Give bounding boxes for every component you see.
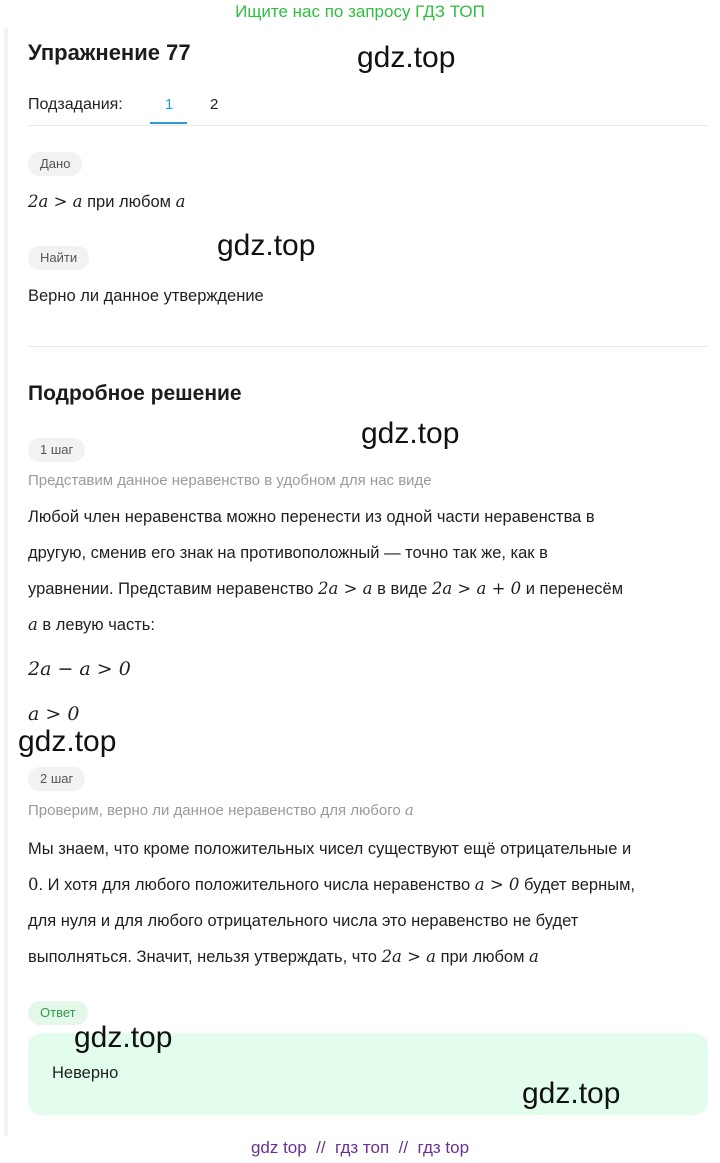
tabs-divider xyxy=(28,125,708,126)
math-variable: a xyxy=(28,615,38,634)
step-2-hint xyxy=(28,801,414,819)
math-variable: a xyxy=(404,801,414,819)
footer-links[interactable]: gdz top // гдз топ // гдз top xyxy=(250,1138,470,1157)
tab-subtask-2[interactable]: 2 xyxy=(210,96,219,113)
find-badge: Найти xyxy=(28,246,89,270)
text: в левую часть: xyxy=(37,616,155,634)
step-2-line-3: для нуля и для любого отрицательного числа это неравенство не будет xyxy=(28,912,579,930)
watermark: gdz.top xyxy=(522,1077,621,1110)
step-1-line-2: другую, сменив его знак на противоположный — точно так же, как в xyxy=(28,544,548,562)
math-zero: 0 xyxy=(28,875,39,894)
text: будет верным, xyxy=(519,876,636,894)
given-statement xyxy=(28,184,185,220)
equation-2: a > 0 xyxy=(28,703,80,725)
subtasks-label: Подзадания: xyxy=(28,96,123,113)
text: Проверим, верно ли данное неравенство для любого xyxy=(28,802,405,819)
watermark: gdz.top xyxy=(217,229,316,262)
math-inequality: 2a > a + 0 xyxy=(431,579,522,598)
watermark: gdz.top xyxy=(18,725,117,758)
solution-title: Подробное решение xyxy=(28,382,242,405)
step-2-badge: 2 шаг xyxy=(28,767,85,791)
equation-1: 2a − a > 0 xyxy=(28,658,131,680)
step-1-badge: 1 шаг xyxy=(28,438,85,462)
math-variable: a xyxy=(529,947,539,966)
given-expression: 2a > a xyxy=(28,192,83,211)
given-variable: a xyxy=(175,192,186,211)
answer-badge: Ответ xyxy=(28,1001,88,1025)
given-badge: Дано xyxy=(28,152,82,176)
text: в виде xyxy=(372,580,432,598)
step-1-line-3 xyxy=(28,571,623,607)
find-statement: Верно ли данное утверждение xyxy=(28,287,264,305)
given-text: при любом xyxy=(82,193,176,211)
step-2-line-4 xyxy=(28,939,539,975)
section-divider xyxy=(28,346,708,347)
watermark: gdz.top xyxy=(74,1021,173,1054)
text: при любом xyxy=(435,948,530,966)
math-inequality: a > 0 xyxy=(474,875,520,894)
active-tab-indicator xyxy=(150,122,187,124)
text: уравнении. Представим неравенство xyxy=(28,580,319,598)
text: выполняться. Значит, нельзя утверждать, что xyxy=(28,948,382,966)
answer-text: Неверно xyxy=(52,1064,119,1082)
tab-subtask-1[interactable]: 1 xyxy=(165,96,174,113)
text: . И хотя для любого положительного числа неравенство xyxy=(38,876,475,894)
step-2-line-1: Мы знаем, что кроме положительных чисел существуют ещё отрицательные и xyxy=(28,840,632,858)
top-banner[interactable]: Ищите нас по запросу ГДЗ ТОП xyxy=(235,2,485,21)
step-1-line-4 xyxy=(28,607,155,643)
watermark: gdz.top xyxy=(357,41,456,74)
math-inequality: 2a > a xyxy=(381,947,436,966)
step-2-line-2 xyxy=(28,867,635,903)
step-1-hint: Представим данное неравенство в удобном для нас виде xyxy=(28,472,432,489)
math-inequality: 2a > a xyxy=(318,579,373,598)
watermark: gdz.top xyxy=(361,417,460,450)
text: и перенесём xyxy=(521,580,624,598)
step-1-line-1: Любой член неравенства можно перенести из одной части неравенства в xyxy=(28,508,595,526)
page-title: Упражнение 77 xyxy=(28,40,191,65)
